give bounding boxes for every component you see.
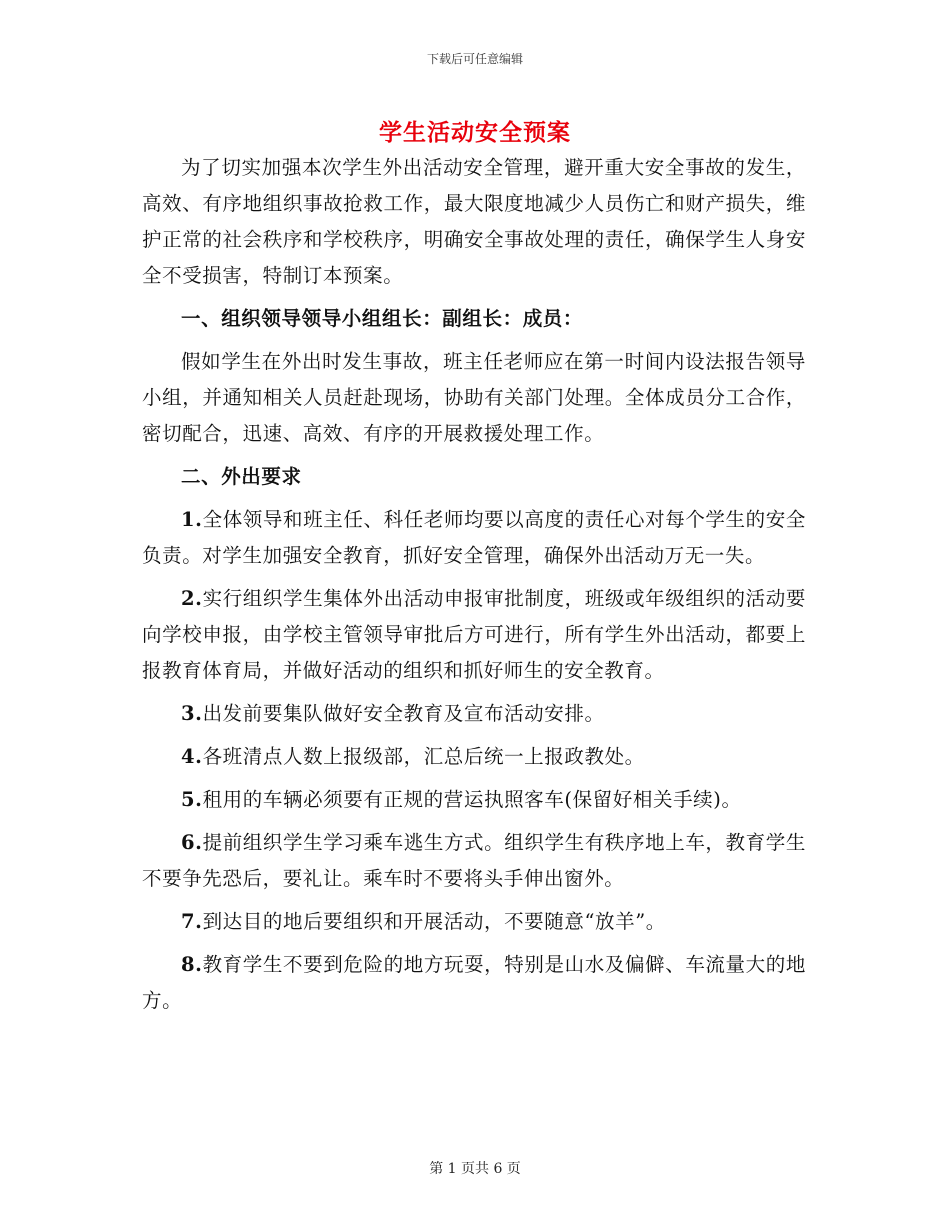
section-2-heading: 二、外出要求 bbox=[181, 465, 302, 488]
item-text: 租用的车辆必须要有正规的营运执照客车(保留好相关手续)。 bbox=[202, 788, 742, 811]
item-number: 5. bbox=[181, 788, 203, 811]
list-item bbox=[142, 947, 806, 1019]
section-1-paragraph: 假如学生在外出时发生事故，班主任老师应在第一时间内设法报告领导小组，并通知相关人员赶赴现场，协助有关部门处理。全体成员分工合作，密切配合，迅速、高效、有序的开展救援处理工作。 bbox=[142, 350, 806, 445]
item-text: 提前组织学生学习乘车逃生方式。组织学生有秩序地上车，教育学生不要争先恐后，要礼让。乘车时不要将头手伸出窗外。 bbox=[142, 831, 806, 890]
page-header: 下载后可任意编辑 bbox=[426, 52, 523, 66]
item-text: 各班清点人数上报级部，汇总后统一上报政教处。 bbox=[202, 745, 645, 768]
item-number: 1. bbox=[181, 508, 203, 531]
item-number: 2. bbox=[181, 587, 203, 610]
intro-paragraph: 为了切实加强本次学生外出活动安全管理，避开重大安全事故的发生，高效、有序地组织事故抢救工作，最大限度地减少人员伤亡和财产损失，维护正常的社会秩序和学校秩序，明确安全事故处理的责任，确保学生人身安全不受损害，特制订本预案。 bbox=[142, 156, 806, 287]
list-item bbox=[142, 739, 806, 775]
list-item bbox=[142, 502, 806, 574]
list-item bbox=[142, 825, 806, 897]
item-number: 8. bbox=[181, 953, 203, 976]
item-text: 教育学生不要到危险的地方玩耍，特别是山水及偏僻、车流量大的地方。 bbox=[142, 953, 806, 1012]
list-item bbox=[142, 581, 806, 689]
item-number: 7. bbox=[181, 910, 203, 933]
item-number: 6. bbox=[181, 831, 203, 854]
item-number: 4. bbox=[181, 745, 203, 768]
page-title: 学生活动安全预案 bbox=[379, 119, 571, 146]
page-footer: 第 1 页共 6 页 bbox=[429, 1161, 521, 1177]
item-text: 实行组织学生集体外出活动申报审批制度，班级或年级组织的活动要向学校申报，由学校主管领导审批后方可进行，所有学生外出活动，都要上报教育体育局，并做好活动的组织和抓好师生的安全教育。 bbox=[142, 587, 806, 682]
list-item bbox=[142, 904, 806, 940]
item-text: 全体领导和班主任、科任老师均要以高度的责任心对每个学生的安全负责。对学生加强安全教育，抓好安全管理，确保外出活动万无一失。 bbox=[142, 508, 806, 567]
document-body bbox=[142, 150, 806, 1026]
section-1-heading: 一、组织领导领导小组组长：副组长：成员： bbox=[181, 307, 584, 330]
item-text: 出发前要集队做好安全教育及宣布活动安排。 bbox=[202, 702, 605, 725]
item-number: 3. bbox=[181, 702, 203, 725]
list-item bbox=[142, 782, 806, 818]
list-item bbox=[142, 696, 806, 732]
item-text: 到达目的地后要组织和开展活动，不要随意“放羊”。 bbox=[202, 910, 666, 933]
